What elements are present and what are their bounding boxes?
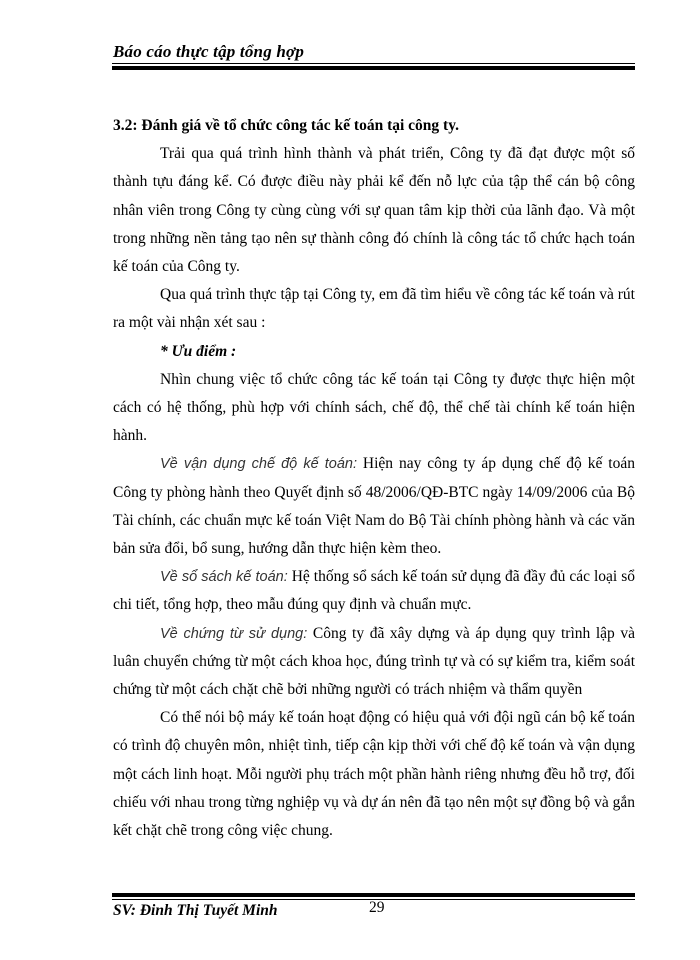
page-number: 29 xyxy=(369,899,385,916)
body-accounting-regime: Hiện nay công ty áp dụng chế độ kế toán Công ty phòng hành theo Quyết định số 48/2006/QĐ-BTC ngày 14/09/2006 của Bộ Tài chính, các chuẩn mực kế toán Việt Nam do Bộ Tài chính phòng hành và các văn bản sửa đổi, bổ sung, hướng dẫn thực hiện kèm theo. xyxy=(113,455,635,558)
header-rule-thin xyxy=(112,63,635,64)
lead-vouchers: Về chứng từ sử dụng: xyxy=(160,625,308,642)
paragraph-remarks: Qua quá trình thực tập tại Công ty, em đã tìm hiểu về công tác kế toán và rút ra một vài nhận xét sau : xyxy=(113,286,635,332)
paragraph-intro: Trải qua quá trình hình thành và phát triển, Công ty đã đạt được một số thành tựu đáng kể. Có được điều này phải kể đến nỗ lực của tập thể cán bộ công nhân viên trong Công ty cùng cùng với sự quan tâm kịp thời của lãnh đạo. Và một trong những nền tảng tạo nên sự thành công đó chính là công tác tổ chức hạch toán kế toán của Công ty. xyxy=(113,145,635,276)
paragraph-ledgers xyxy=(113,563,635,619)
lead-ledgers: Về sổ sách kế toán: xyxy=(160,569,288,586)
paragraph-conclusion: Có thể nói bộ máy kế toán hoạt động có hiệu quả với đội ngũ cán bộ kế toán có trình độ chuyên môn, nhiệt tình, tiếp cận kịp thời với chế độ kế toán và vận dụng một cách linh hoạt. Mỗi người phụ trách một phần hành riêng nhưng đều hỗ trợ, đối chiếu với nhau trong từng nghiệp vụ và dự án nên đã tạo nên một sự đồng bộ và gắn kết chặt chẽ trong công việc chung. xyxy=(113,709,635,840)
paragraph-accounting-regime xyxy=(113,450,635,563)
lead-accounting-regime: Về vận dụng chế độ kế toán: xyxy=(160,456,357,473)
paragraph-overview: Nhìn chung việc tổ chức công tác kế toán tại Công ty được thực hiện một cách có hệ thống, phù hợp với chính sách, chế độ, thể chế tài chính kế toán hiện hành. xyxy=(113,370,635,445)
body-ledgers: Hệ thống sổ sách kế toán sử dụng đã đầy đủ các loại sổ chi tiết, tổng hợp, theo mẫu đúng quy định và chuẩn mực. xyxy=(113,568,635,614)
section-title: 3.2: Đánh giá về tổ chức công tác kế toán tại công ty. xyxy=(113,117,459,134)
footer-student-name: SV: Đinh Thị Tuyết Minh xyxy=(113,902,278,919)
header-rule-thick xyxy=(112,66,635,70)
header-title: Báo cáo thực tập tổng hợp xyxy=(113,42,305,61)
advantage-heading: * Ưu điểm : xyxy=(160,342,237,360)
document-body xyxy=(113,112,635,845)
footer-rule-thick xyxy=(112,893,635,897)
paragraph-vouchers xyxy=(113,620,635,705)
body-vouchers: Công ty đã xây dựng và áp dụng quy trình lập và luân chuyển chứng từ một cách khoa học, đúng trình tự và có sự kiểm tra, kiểm soát chứng từ một cách chặt chẽ bởi những người có trách nhiệm và thẩm quyền xyxy=(113,624,635,699)
